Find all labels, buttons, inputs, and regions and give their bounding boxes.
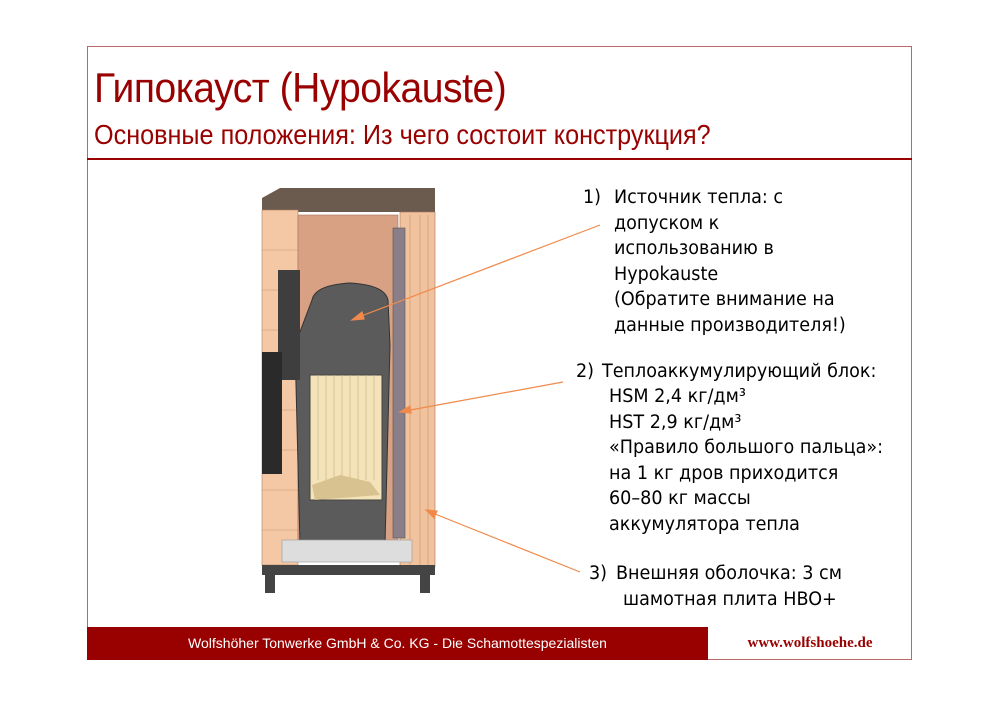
item-3-line: Внешняя оболочка: 3 см	[616, 563, 842, 584]
slide-subtitle: Основные положения: Из чего состоит конструкция?	[94, 119, 711, 150]
item-2-number: 2)	[576, 361, 595, 382]
footer-url-link[interactable]: www.wolfshoehe.de	[747, 635, 873, 651]
item-2-text	[609, 384, 898, 537]
base-blocks	[282, 540, 412, 562]
slide-title: Гипокауст (Hypokauste)	[94, 64, 507, 111]
item-2-line: 60–80 кг массы	[609, 488, 751, 509]
stand	[262, 565, 435, 575]
item-2-line: Теплоаккумулирующий блок:	[602, 361, 877, 382]
footer-company: Wolfshöher Tonwerke GmbH & Co. KG - Die Schamottespezialisten	[87, 627, 708, 660]
item-1-line: данные производителя!)	[614, 314, 846, 336]
item-1-line: Hypokauste	[614, 263, 719, 285]
item-1-line: Источник тепла: с	[614, 187, 784, 208]
item-1-line: использованию в	[614, 238, 774, 259]
item-2-line: на 1 кг дров приходится	[609, 462, 839, 484]
stove-door	[262, 352, 282, 474]
flue-pipe	[393, 228, 405, 538]
roof-cap	[262, 188, 435, 212]
item-1-line: (Обратите внимание на	[614, 289, 835, 310]
item-2-line: аккумулятора тепла	[609, 513, 800, 535]
item-2-line: HST 2,9 кг/дм³	[609, 411, 742, 433]
item-1-line: допуском к	[614, 212, 720, 234]
item-3-line: шамотная плита HBO+	[623, 589, 837, 610]
item-2-line: «Правило большого пальца»:	[609, 437, 884, 458]
item-1-text	[614, 185, 858, 338]
item-2-line: HSM 2,4 кг/дм³	[609, 386, 746, 407]
item-3-number: 3)	[589, 563, 608, 584]
item-1-number: 1)	[583, 187, 602, 208]
